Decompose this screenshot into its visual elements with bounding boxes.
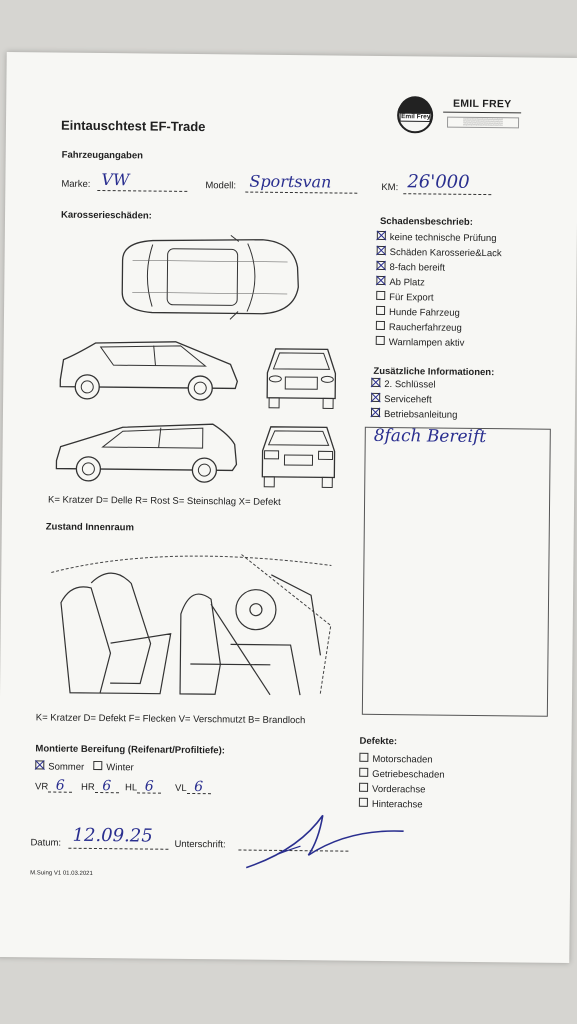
additional-info-item[interactable]	[371, 393, 432, 406]
car-top-view-drawing	[112, 230, 303, 324]
damage-description-item[interactable]	[376, 321, 462, 334]
damage-description-label: 8-fach bereift	[389, 262, 446, 274]
damage-description-item[interactable]	[377, 231, 497, 244]
tire-position-label: HR	[81, 781, 95, 793]
additional-info-label: Serviceheft	[384, 394, 432, 406]
interior-legend: K= Kratzer D= Defekt F= Flecken V= Verschmutzt B= Brandloch	[35, 712, 306, 727]
damage-description-label: Warnlampen aktiv	[388, 337, 465, 349]
defect-item[interactable]	[359, 783, 425, 796]
brand-name: EMIL FREY	[443, 98, 521, 114]
signature-drawing	[238, 810, 409, 874]
brand-sub-box: ▒▒▒▒▒▒▒▒	[447, 117, 519, 129]
form-sheet	[0, 52, 577, 963]
tire-position	[175, 781, 211, 794]
notes-box[interactable]	[362, 427, 551, 717]
additional-info-checkbox[interactable]	[371, 408, 380, 417]
car-rear-view-drawing	[256, 421, 341, 492]
make-line	[97, 190, 187, 192]
damage-description-item[interactable]	[376, 276, 425, 289]
defect-checkbox[interactable]	[359, 753, 368, 762]
damage-description-item[interactable]	[377, 246, 502, 259]
defect-label: Getriebeschaden	[372, 768, 445, 781]
additional-info-label: Betriebsanleitung	[383, 409, 458, 421]
damage-description-label: Für Export	[389, 292, 434, 304]
make-label: Marke:	[61, 178, 91, 190]
form-title: Eintauschtest EF-Trade	[60, 117, 206, 135]
additional-info-title: Zusätzliche Informationen:	[373, 365, 495, 379]
tire-option[interactable]	[93, 761, 134, 773]
tire-position	[125, 780, 161, 793]
model-value[interactable]: Sportsvan	[249, 171, 332, 192]
date-line	[68, 848, 168, 850]
tire-depth-value[interactable]: 6	[187, 781, 211, 794]
body-damage-title: Karosserieschäden:	[60, 209, 152, 222]
tire-depth-value[interactable]: 6	[48, 780, 72, 793]
damage-description-item[interactable]	[376, 306, 460, 319]
tire-depth-value[interactable]: 6	[95, 780, 119, 793]
date-label: Datum:	[30, 837, 62, 849]
damage-description-label: Hunde Fahrzeug	[388, 307, 460, 319]
damage-description-title: Schadensbeschrieb:	[379, 215, 473, 228]
damage-description-checkbox[interactable]	[376, 321, 385, 330]
defect-item[interactable]	[359, 753, 432, 766]
defect-item[interactable]	[359, 798, 423, 811]
signature-label: Unterschrift:	[174, 838, 226, 851]
car-interior-drawing	[40, 542, 342, 707]
car-front-view-drawing	[261, 343, 342, 412]
defect-item[interactable]	[359, 768, 444, 781]
damage-description-label: Raucherfahrzeug	[388, 322, 462, 334]
damage-description-checkbox[interactable]	[376, 291, 385, 300]
defect-checkbox[interactable]	[359, 783, 368, 792]
tire-position-label: HL	[124, 782, 138, 794]
model-label: Modell:	[205, 180, 237, 192]
additional-info-item[interactable]	[371, 408, 458, 421]
defect-label: Hinterachse	[371, 798, 423, 811]
additional-info-label: 2. Schlüssel	[384, 379, 436, 391]
damage-description-item[interactable]	[376, 336, 465, 349]
defect-checkbox[interactable]	[359, 798, 368, 807]
damage-description-label: keine technische Prüfung	[389, 232, 497, 245]
body-damage-legend: K= Kratzer D= Delle R= Rost S= Steinschlag X= Defekt	[48, 494, 281, 508]
vehicle-section-title: Fahrzeugangaben	[61, 149, 144, 162]
km-line	[403, 193, 491, 195]
tire-option[interactable]	[35, 760, 84, 773]
form-version: M.Suing V1 01.03.2021	[30, 870, 93, 877]
notes-text: 8fach Bereift	[373, 425, 487, 448]
tire-depth-value[interactable]: 6	[137, 780, 161, 793]
km-value[interactable]: 26'000	[407, 171, 470, 193]
damage-description-checkbox[interactable]	[377, 246, 386, 255]
damage-description-checkbox[interactable]	[376, 306, 385, 315]
damage-description-checkbox[interactable]	[376, 336, 385, 345]
tire-option-checkbox[interactable]	[35, 760, 44, 769]
defect-checkbox[interactable]	[359, 768, 368, 777]
damage-description-label: Schäden Karosserie&Lack	[389, 247, 502, 260]
emil-frey-logo	[394, 94, 436, 136]
make-value[interactable]: VW	[101, 170, 130, 190]
tire-position-label: VR	[35, 781, 49, 793]
car-side-view-right-drawing	[55, 335, 242, 407]
damage-description-label: Ab Platz	[389, 277, 425, 289]
interior-title: Zustand Innenraum	[45, 521, 134, 534]
additional-info-checkbox[interactable]	[371, 378, 380, 387]
tire-option-label: Winter	[106, 762, 134, 774]
damage-description-checkbox[interactable]	[376, 276, 385, 285]
model-line	[245, 192, 357, 194]
tire-option-label: Sommer	[48, 761, 85, 773]
damage-description-item[interactable]	[376, 291, 433, 304]
damage-description-checkbox[interactable]	[377, 231, 386, 240]
tire-position-label: VL	[174, 782, 187, 794]
logo-text: Emil Frey	[401, 113, 431, 121]
damage-description-item[interactable]	[376, 261, 445, 274]
additional-info-checkbox[interactable]	[371, 393, 380, 402]
defect-label: Motorschaden	[372, 753, 433, 766]
date-value[interactable]: 12.09.25	[72, 824, 153, 847]
defects-title: Defekte:	[359, 735, 398, 748]
car-side-view-left-drawing	[52, 415, 243, 489]
brand-block	[443, 98, 521, 135]
damage-description-checkbox[interactable]	[376, 261, 385, 270]
defect-label: Vorderachse	[371, 783, 426, 796]
km-label: KM:	[381, 181, 399, 194]
tire-position	[35, 779, 72, 792]
tire-option-checkbox[interactable]	[93, 761, 102, 770]
tires-title: Montierte Bereifung (Reifenart/Profiltiefe):	[35, 743, 226, 757]
tire-position	[81, 780, 119, 793]
additional-info-item[interactable]	[371, 378, 435, 391]
